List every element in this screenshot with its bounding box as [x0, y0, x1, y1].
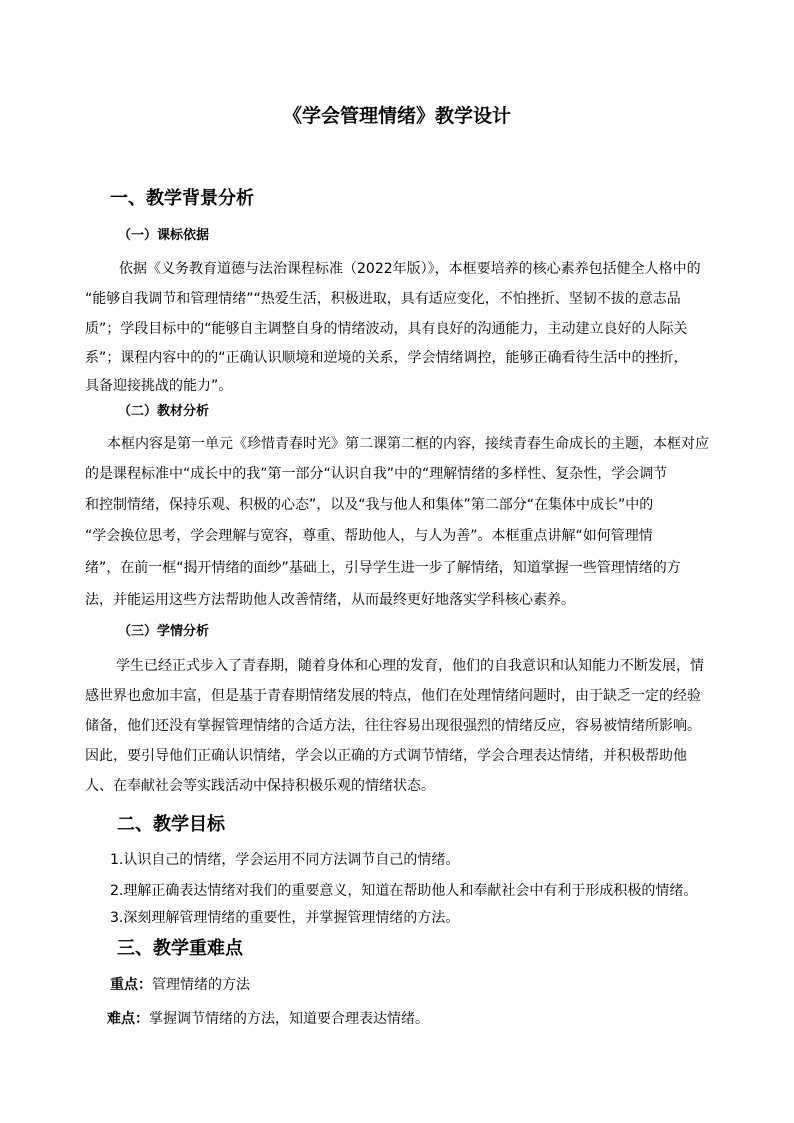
section-heading-teaching-objectives: 二、教学目标 [117, 814, 225, 835]
paragraph-line: 质”；学段目标中的“能够自主调整自身的情绪波动，具有良好的沟通能力，主动建立良好的人际关 [85, 321, 688, 337]
objective-item: 3.深刻理解管理情绪的重要性，并掌握管理情绪的方法。 [110, 910, 460, 926]
document-title: 《学会管理情绪》教学设计 [282, 105, 511, 127]
paragraph-line: 的是课程标准中“成长中的我”第一部分“认识自我”中的“理解情绪的多样性、复杂性，学会调节 [85, 466, 668, 482]
paragraph-line: 法，并能运用这些方法帮助他人改善情绪，从而最终更好地落实学科核心素养。 [85, 592, 575, 608]
subsection-heading-curriculum-basis: （一）课标依据 [118, 228, 210, 243]
objective-item: 2.理解正确表达情绪对我们的重要意义，知道在帮助他人和奉献社会中有利于形成积极的情绪。 [110, 883, 698, 899]
paragraph-line: 因此，要引导他们正确认识情绪，学会以正确的方式调节情绪，学会合理表达情绪，并积极帮助他 [85, 748, 687, 764]
paragraph-line: 本框内容是第一单元《珍惜青春时光》第二课第二框的内容，接续青春生命成长的主题，本框对应 [107, 436, 709, 452]
paragraph-line: 人、在奉献社会等实践活动中保持积极乐观的情绪状态。 [85, 778, 435, 794]
key-point [110, 975, 250, 995]
section-heading-key-difficult-points: 三、教学重难点 [117, 938, 243, 959]
difficult-point-text: 掌握调节情绪的方法，知道要合理表达情绪。 [149, 1011, 429, 1027]
key-point-text: 管理情绪的方法 [152, 977, 250, 993]
paragraph-line: 系”；课程内容中的的“正确认识顺境和逆境的关系，学会情绪调控，能够正确看待生活中的挫折， [85, 350, 688, 366]
paragraph-line: 感世界也愈加丰富，但是基于青春期情绪发展的特点，他们在处理情绪问题时，由于缺乏一定的经验 [85, 688, 701, 704]
paragraph-line: 储备，他们还没有掌握管理情绪的合适方法，往往容易出现很强烈的情绪反应，容易被情绪所影响。 [85, 718, 701, 734]
paragraph-line: “学会换位思考，学会理解与宽容，尊重、帮助他人，与人为善”。本框重点讲解“如何管理情 [85, 528, 653, 544]
key-point-label: 重点： [110, 977, 152, 993]
paragraph-line: 学生已经正式步入了青春期，随着身体和心理的发育，他们的自我意识和认知能力不断发展，情 [116, 658, 704, 674]
section-heading-background-analysis: 一、教学背景分析 [110, 188, 254, 209]
paragraph-line: 依据《义务教育道德与法治课程标准（2022年版）》，本框要培养的核心素养包括健全人格中的 [119, 261, 701, 277]
subsection-heading-textbook-analysis: （二）教材分析 [118, 404, 210, 419]
difficult-point [107, 1009, 429, 1029]
subsection-heading-student-analysis: （三）学情分析 [118, 624, 210, 639]
paragraph-line: 具备迎接挑战的能力”。 [85, 378, 233, 394]
difficult-point-label: 难点： [107, 1011, 149, 1027]
paragraph-line: 绪”，在前一框“揭开情绪的面纱”基础上，引导学生进一步了解情绪，知道掌握一些管理情绪的方 [85, 560, 681, 576]
paragraph-line: “能够自我调节和管理情绪”“热爱生活，积极进取，具有适应变化，不怕挫折、坚韧不拔的意志品 [85, 291, 681, 307]
objective-item: 1.认识自己的情绪，学会运用不同方法调节自己的情绪。 [110, 852, 460, 868]
paragraph-line: 和控制情绪，保持乐观、积极的心态”，以及“我与他人和集体”第二部分“在集体中成长”中的 [85, 497, 654, 513]
